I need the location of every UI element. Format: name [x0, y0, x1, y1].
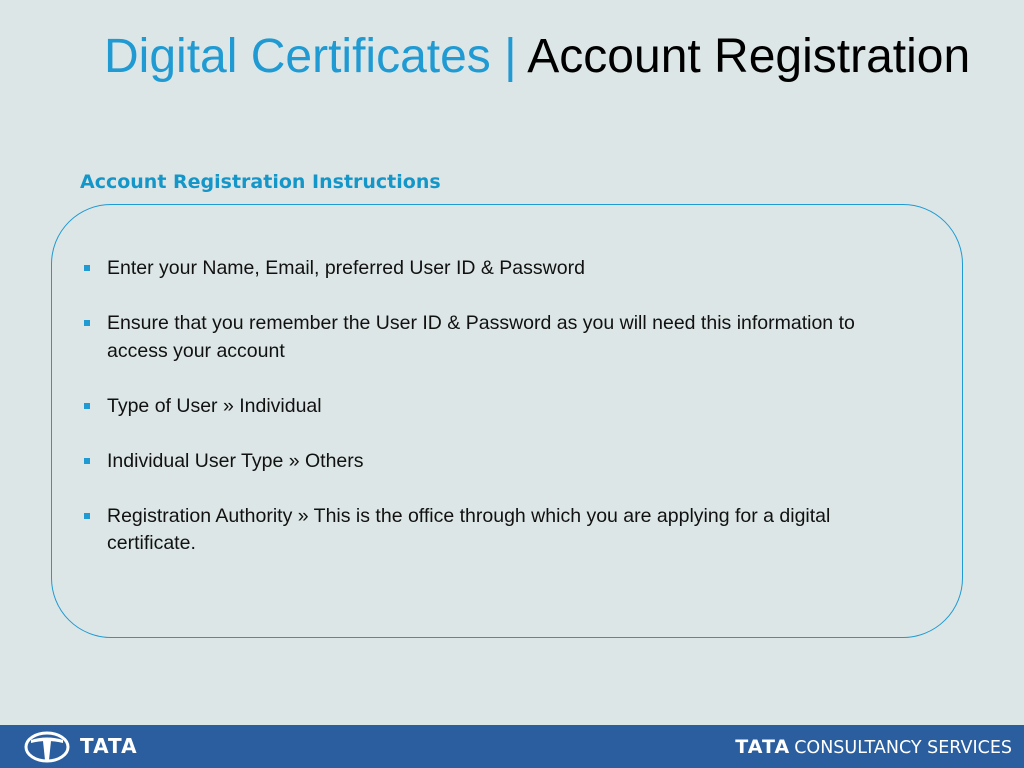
instructions-list: [84, 255, 904, 585]
list-item-text: Individual User Type » Others: [107, 449, 364, 472]
bullet-square-icon: [84, 320, 90, 326]
list-item-text: Registration Authority » This is the office through which you are applying for a digital certificate.: [107, 504, 831, 554]
title-prefix: Digital Certificates |: [104, 30, 528, 83]
list-item: [84, 310, 904, 365]
tcs-logo-rest: CONSULTANCY SERVICES: [794, 738, 1012, 758]
bullet-square-icon: [84, 513, 90, 519]
list-item-text: Ensure that you remember the User ID & Password as you will need this information to access your account: [107, 312, 855, 362]
list-item: [84, 393, 904, 421]
list-item: [84, 503, 904, 558]
bullet-square-icon: [84, 458, 90, 464]
list-item-text: Enter your Name, Email, preferred User ID & Password: [107, 257, 585, 279]
bullet-square-icon: [84, 403, 90, 409]
list-item: [84, 255, 904, 283]
title-main: Account Registration: [527, 30, 971, 83]
footer-bar: [0, 725, 1024, 768]
tata-emblem-icon: [24, 731, 70, 763]
section-heading: Account Registration Instructions: [80, 171, 441, 193]
tata-logo-text: TATA: [80, 734, 138, 758]
slide-title: [104, 28, 970, 86]
list-item-text: Type of User » Individual: [107, 394, 322, 417]
tcs-logo: [735, 735, 1012, 761]
list-item: [84, 448, 904, 476]
bullet-square-icon: [84, 265, 90, 271]
tcs-logo-tata: TATA: [735, 736, 791, 758]
